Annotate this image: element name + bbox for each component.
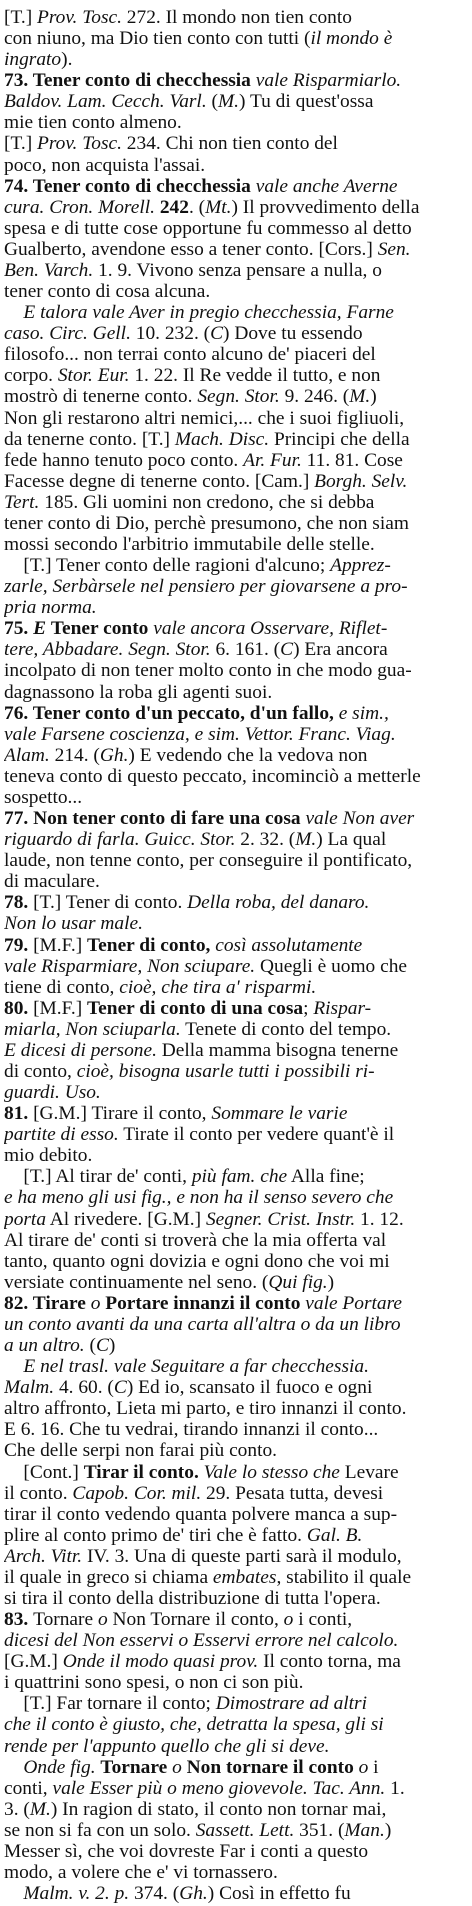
text-run: ( — [206, 91, 218, 113]
text-run: dicesi del Non esservi o Esservi errore nel calcolo. — [4, 1630, 399, 1652]
text-run: poco, non acquista l'assai. — [4, 154, 206, 176]
text-run: Sommare le varie — [211, 1103, 348, 1125]
text-run: Rispar- — [313, 997, 372, 1019]
text-run: Tener conto — [50, 618, 154, 640]
text-run: Malm. v. 2. p. — [23, 1883, 130, 1905]
text-run: Ar. Fur. — [243, 449, 302, 471]
text-run: 74. Tener conto di checchessia — [4, 175, 256, 197]
text-run: con niuno, ma Dio tien conto con tutti ( — [4, 28, 311, 50]
text-run: C — [280, 639, 294, 661]
text-run: vale Portare — [305, 1292, 403, 1314]
text-run: Mach. Disc. — [174, 428, 270, 450]
text-run: Non lo usar male. — [4, 913, 143, 935]
text-run: fede hanno tenuto poco conto. — [4, 449, 244, 471]
text-run: da tenerne conto. [T.] — [4, 428, 175, 450]
text-run: Principi che della — [269, 428, 410, 450]
text-run: E — [33, 618, 51, 640]
text-run: o — [172, 1756, 182, 1778]
text-run — [4, 1356, 23, 1377]
text-run: 78. — [4, 892, 34, 914]
text-run — [4, 1883, 23, 1904]
text-run: tener conto di cosa alcuna. — [4, 281, 211, 303]
text-run: 242 — [159, 196, 189, 218]
text-run: conti, — [4, 1777, 53, 1799]
text-run: 351. ( — [294, 1819, 345, 1841]
text-run: vale Risparmiare, Non sciupare. — [4, 955, 256, 977]
text-run: tanto, quanto ogni dovizia e ogni dono che voi mi — [4, 1250, 390, 1272]
text-run: si tira il conto della distribuzione di tutta l'opera. — [4, 1588, 381, 1609]
text-run: IV. 3. Una di queste parti sarà il modulo, — [82, 1545, 402, 1567]
text-run: [T.] Al tirar de' conti, — [4, 1166, 192, 1188]
text-run: Che delle serpi non farai più conto. — [4, 1440, 278, 1462]
text-run: cura. Cron. Morell. — [4, 196, 155, 218]
text-run: ) Così in effetto fu — [207, 1883, 351, 1905]
text-run: Non Tornare il conto, — [107, 1609, 284, 1631]
text-run: Della roba, del danaro. — [187, 892, 370, 914]
text-run: C — [95, 1335, 109, 1357]
text-run: embates — [212, 1566, 277, 1588]
text-run: spesa e di tutte cose opportune fu commesso al detto — [4, 217, 412, 239]
text-run: [T.] Far tornare il conto; — [4, 1693, 216, 1715]
text-run: i quattrini sono spesi, o non ci son più. — [4, 1672, 304, 1694]
text-run — [4, 302, 23, 323]
text-run: 234. Chi non tien conto del — [121, 133, 338, 155]
text-run: versiate continuamente nel seno. ( — [4, 1271, 269, 1293]
text-run: 214. ( — [49, 744, 100, 766]
text-run: Onde il modo quasi prov. — [62, 1651, 259, 1673]
text-run: Tener di conto di una cosa — [87, 997, 304, 1019]
text-run: Capob. Cor. mil. — [72, 1482, 202, 1504]
text-run: il quale in greco si chiama — [4, 1566, 213, 1588]
text-run: e ha meno gli usi fig., e non ha il senso severo che — [4, 1187, 394, 1209]
text-run: di macularе. — [4, 871, 100, 893]
text-run: ) In ragion di stato, il conto non tornar mai, — [50, 1798, 387, 1820]
text-run: Levare — [339, 1461, 399, 1483]
text-run: partite di esso. — [4, 1124, 119, 1146]
text-run: C — [113, 1377, 127, 1399]
text-run: plire al conto primo de' tiri che è fatto. — [4, 1524, 307, 1546]
text-run: se non si fa con un solo. — [4, 1819, 196, 1841]
text-run: mio debito. — [4, 1145, 93, 1167]
text-run: Tenete di conto del tempo. — [180, 1018, 392, 1040]
text-run: ) La qual — [316, 829, 387, 851]
text-run: Portare innanzi il conto — [100, 1292, 306, 1314]
text-run: Onde fig. — [23, 1756, 96, 1778]
text-run: 82. Tirare — [4, 1292, 91, 1314]
text-run: 77. Non tener conto di fare una cosa — [4, 808, 306, 830]
text-run: riguardo di farla. Guicc. Stor. — [4, 829, 236, 851]
text-run: Baldov. Lam. Cecch. Varl. — [4, 91, 207, 113]
text-run: 10. 232. ( — [130, 323, 211, 345]
text-run: sospetto... — [4, 786, 83, 808]
text-run: Della mamma bisogna tenerne — [156, 1039, 399, 1061]
text-run: tere, Abbadare. Segn. Stor. — [4, 639, 211, 661]
text-run: Malm. — [4, 1377, 55, 1399]
text-run: Facesse degne di tenerne conto. [Cam.] — [4, 470, 315, 492]
text-run: 75. — [4, 618, 34, 640]
text-run: e sim., — [338, 702, 389, 724]
text-run: ingrato — [4, 49, 62, 71]
text-run: pria norma. — [4, 597, 97, 619]
text-run: Man. — [344, 1819, 385, 1841]
text-run: mie tien conto almeno. — [4, 112, 182, 134]
text-run: E nel trasl. vale Seguitare a far checchessia. — [23, 1356, 369, 1378]
text-run: ) Tu di quest'ossa — [239, 91, 374, 113]
text-run: 29. Pesata tutta, devesi — [201, 1482, 384, 1504]
text-run: ) — [370, 386, 377, 408]
text-run: E 6. 16. Che tu vedrai, tirando innanzi il conto... — [4, 1419, 379, 1441]
text-run: Apprez- — [330, 555, 391, 577]
text-run: tirar il conto vedendo quanta polvere manca a sup- — [4, 1503, 398, 1525]
text-run: Tirar il conto. — [83, 1461, 204, 1483]
text-run: M. — [349, 386, 371, 408]
text-run: , stabilito il quale — [276, 1566, 412, 1588]
text-run: Alam. — [4, 744, 50, 766]
text-run: rende per l'appunto quello che gli si deve. — [4, 1735, 330, 1757]
text-run: porta — [4, 1208, 47, 1230]
text-run: mostrò di tenerne conto. — [4, 386, 198, 408]
text-run: Sassett. Lett. — [195, 1819, 295, 1841]
text-line — [4, 1882, 468, 1906]
text-run: i — [368, 1756, 379, 1778]
text-run: [M.F.] — [33, 997, 88, 1019]
text-run: [G.M.] — [4, 1651, 63, 1673]
text-run: 6. 161. ( — [210, 639, 281, 661]
text-run: 1. 22. Il Re vedde il tutto, e non — [129, 365, 381, 387]
text-run: Gualberto, avendone esso a tener conto. [Cors.] — [4, 238, 378, 260]
text-run: ) Il provvedimento della — [231, 196, 420, 218]
text-run: a un altro. — [4, 1335, 85, 1357]
text-run: 80. — [4, 997, 34, 1019]
text-run: modo, a volere che e' vi tornassero. — [4, 1862, 278, 1884]
text-run: [T.] Tener conto delle ragioni d'alcuno; — [4, 555, 331, 577]
text-run: Gh. — [179, 1883, 208, 1905]
text-run: [M.F.] — [33, 934, 88, 956]
text-run: così assolutamente — [215, 934, 363, 956]
text-run: vale Esser più o meno giovevole. Tac. Ann. — [52, 1777, 386, 1799]
text-run: [T.] — [4, 133, 38, 155]
text-run: Dimostrare ad altri — [215, 1693, 367, 1715]
text-run: Alla fine; — [287, 1166, 365, 1188]
text-run: il conto. — [4, 1482, 73, 1504]
text-run: C — [210, 323, 224, 345]
text-run: Tornare — [100, 1756, 173, 1778]
text-run: o — [97, 1609, 108, 1631]
text-run: Segn. Stor. — [197, 386, 280, 408]
text-run: un conto avanti da una carta all'altra o da un libro — [4, 1313, 401, 1335]
text-run: vale Risparmiarlo. — [255, 70, 402, 92]
text-run: il mondo è — [310, 28, 393, 50]
text-run: ). — [61, 49, 73, 71]
text-run: 1. — [385, 1777, 405, 1799]
text-run: Gal. B. — [306, 1524, 363, 1546]
text-run: 9. 246. ( — [279, 386, 350, 408]
text-run: [Cont.] — [4, 1461, 84, 1483]
text-run: cioè, bisogna usarle tutti i possibili ri- — [76, 1061, 375, 1082]
text-run: Tert. — [4, 491, 40, 513]
text-run: 83. — [4, 1609, 34, 1631]
text-run: mossi secondo l'arbitrio immutabile delle stelle. — [4, 534, 375, 555]
text-run: cioè, che tira a' risparmi. — [119, 976, 317, 998]
text-run: Tirate il conto per vedere quant'è il — [118, 1124, 395, 1146]
text-run: Prov. Tosc. — [37, 7, 122, 28]
text-run: Il conto torna, ma — [258, 1651, 401, 1673]
text-run: tener conto di Dio, perchè presumono, che non siam — [4, 512, 409, 534]
text-run: . ( — [188, 196, 206, 218]
text-run: vale ancora Osservare, Riflet- — [153, 618, 388, 640]
text-run: E dicesi di persone. — [4, 1039, 157, 1061]
text-run: Quegli è uomo che — [255, 955, 408, 977]
text-run: 81. — [4, 1103, 34, 1125]
text-run: ( — [84, 1335, 96, 1357]
text-run: Segner. Crist. Instr. — [205, 1208, 356, 1230]
text-run: ) Era ancora — [293, 639, 388, 661]
text-run: [T.] Tener di conto. — [33, 892, 188, 914]
text-run: i conti, — [293, 1609, 353, 1631]
text-run: ) — [327, 1271, 335, 1293]
text-run: teneva conto di questo peccato, incominciò a metterle — [4, 765, 421, 787]
text-run: E talora vale Aver in pregio checchessia, Farne — [23, 302, 394, 324]
text-run: 1. 12. — [355, 1208, 404, 1230]
text-run: Tener di conto, — [87, 934, 216, 956]
text-run: Tornare — [33, 1609, 98, 1631]
text-run: o — [283, 1609, 294, 1631]
text-run: Vale lo stesso che — [203, 1461, 340, 1483]
text-run: che il conto è giusto, che, detratta la spesa, gli si — [4, 1714, 384, 1736]
text-run: [G.M.] Tirare il conto, — [33, 1103, 212, 1125]
text-run: o — [358, 1756, 369, 1778]
text-run: 185. Gli uomini non credono, che si debba — [39, 491, 375, 513]
text-run: Borgh. Selv. — [314, 470, 408, 492]
text-run: più fam. che — [191, 1166, 288, 1188]
text-run: Mt. — [205, 196, 232, 218]
text-run: 11. 81. Cose — [301, 449, 403, 471]
text-run: filosofo... non terrai conto alcuno de' piaceri del — [4, 344, 376, 366]
text-run: Stor. Eur. — [57, 365, 130, 387]
text-run: Sen. — [377, 238, 411, 260]
text-run: ) E vedendo che la vedova non — [128, 744, 368, 766]
text-run: Qui fig. — [268, 1271, 328, 1293]
text-run: corpo. — [4, 365, 58, 387]
text-run: M. — [218, 91, 240, 113]
text-run: Non tornare il conto — [181, 1756, 359, 1778]
text-run: di conto, — [4, 1061, 77, 1082]
text-run: Non gli restarono altri nemici,... che i suoi figliuoli, — [4, 407, 405, 429]
text-run: dagnassono la roba gli agenti suoi. — [4, 681, 273, 703]
text-run: 272. Il mondo non tien conto — [121, 7, 352, 28]
text-run: tiene di conto, — [4, 976, 120, 998]
text-run: 374. ( — [129, 1883, 180, 1905]
text-run: 2. 32. ( — [235, 829, 296, 851]
text-run: [T.] — [4, 7, 38, 28]
text-run: 1. 9. Vivono senza pensare a nulla, o — [93, 259, 382, 281]
text-run: ) Dove tu essendo — [223, 323, 363, 345]
text-run: Messer sì, che voi dovreste Far i conti a questo — [4, 1840, 369, 1862]
text-run: Al rivedere. [G.M.] — [46, 1208, 206, 1230]
text-run: zarle, Serbàrsele nel pensiero per giovarsene a pro- — [4, 576, 408, 598]
text-run: caso. Circ. Gell. — [4, 323, 131, 345]
text-run: 79. — [4, 934, 34, 956]
text-run: guardi. Uso. — [4, 1082, 101, 1104]
text-run: Ben. Varch. — [4, 259, 94, 281]
text-run: Al tirare de' conti si troverà che la mia offerta val — [4, 1229, 387, 1251]
text-run: ) — [384, 1819, 392, 1841]
text-run: 3. ( — [4, 1798, 30, 1820]
text-run — [4, 1757, 23, 1778]
text-run: vale Non aver — [305, 808, 415, 830]
text-run: o — [90, 1292, 101, 1314]
text-run: 4. 60. ( — [54, 1377, 114, 1399]
text-run: ) Ed io, scansato il fuoco e ogni — [126, 1377, 373, 1399]
text-run: vale Farsene coscienza, e sim. Vettor. Franc. Viag. — [4, 723, 396, 745]
text-run: M. — [295, 829, 317, 851]
text-run: ; — [303, 997, 314, 1019]
text-run: M. — [29, 1798, 51, 1820]
text-run: Prov. Tosc. — [37, 133, 122, 155]
text-run: incolpato di non tener molto conto in che modo gua- — [4, 660, 412, 682]
text-run: 73. Tener conto di checchessia — [4, 70, 256, 92]
text-run: Gh. — [99, 744, 129, 766]
text-run: ) — [108, 1335, 116, 1357]
text-run: miarla, Non sciuparla. — [4, 1018, 181, 1040]
text-run: 76. Tener conto d'un peccato, d'un fallo, — [4, 702, 339, 724]
text-run: Arch. Vitr. — [4, 1545, 83, 1567]
text-run: vale anche Averne — [255, 175, 398, 197]
text-run: altro affronto, Lieta mi parto, e tiro innanzi il conto. — [4, 1398, 407, 1420]
text-run: laude, non tenne conto, per conseguire il pontificato, — [4, 850, 413, 872]
